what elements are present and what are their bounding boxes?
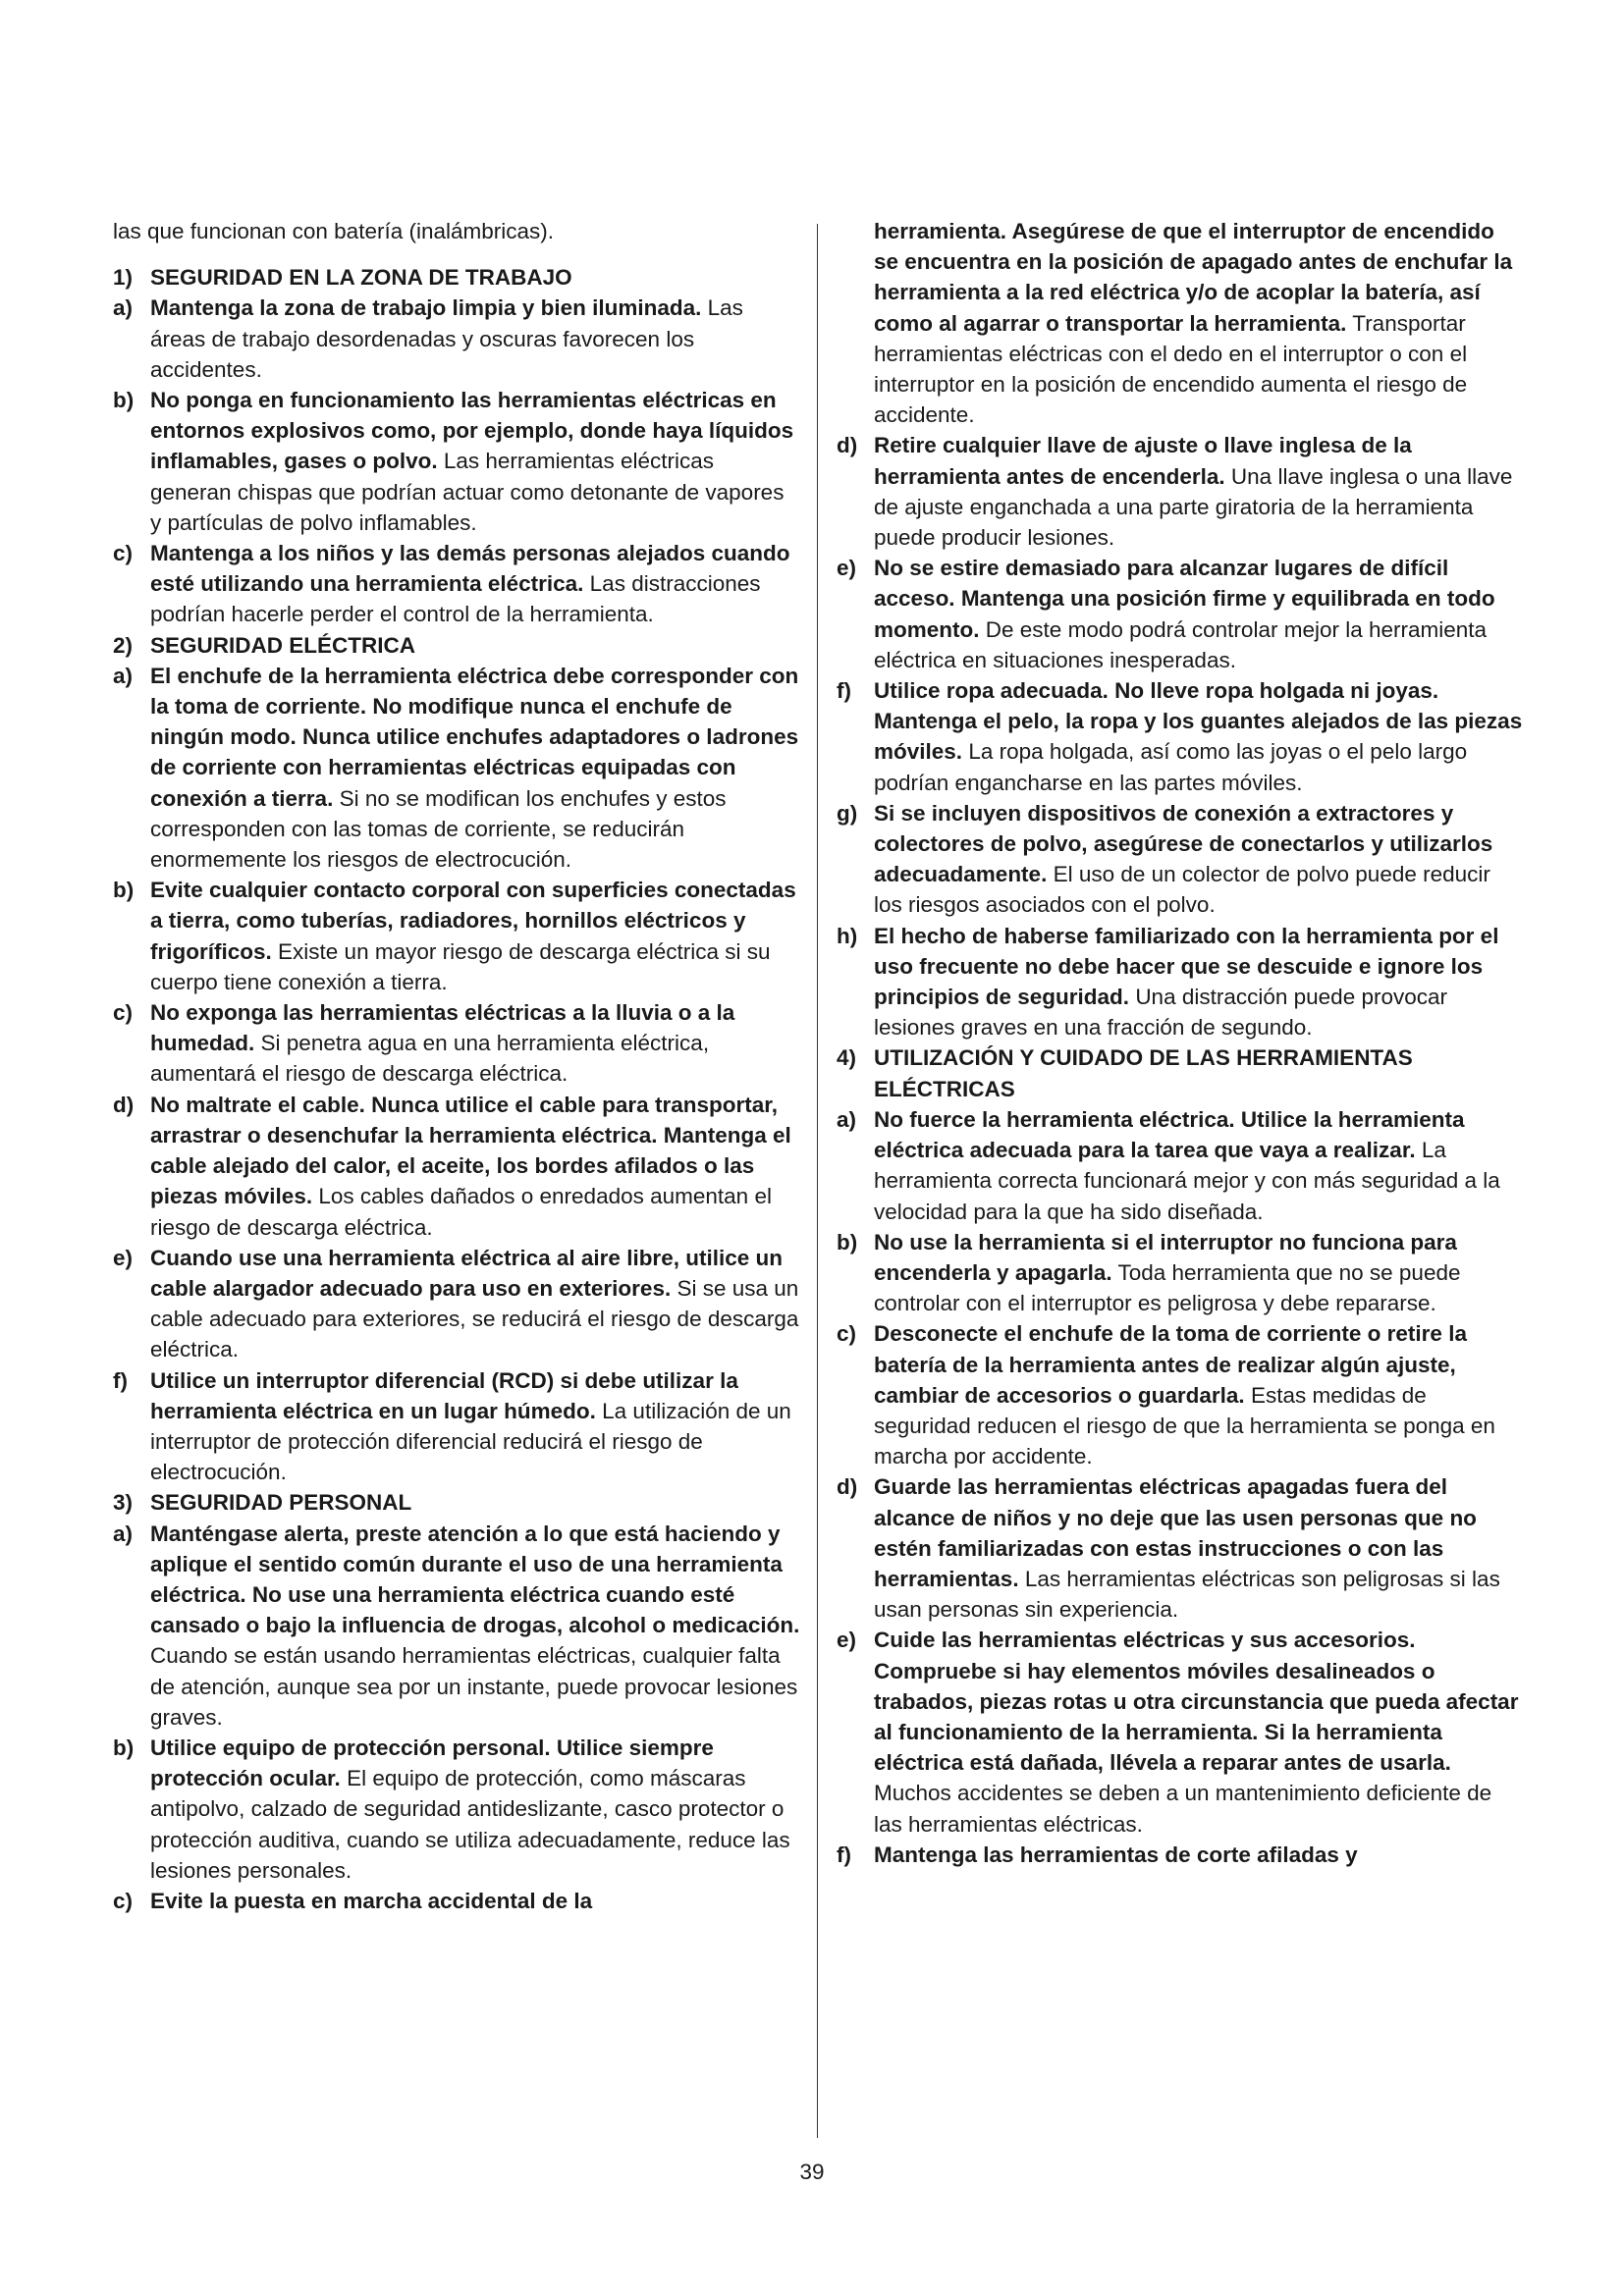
item-instruction: Mantenga las herramientas de corte afiladas y (874, 1842, 1358, 1867)
item-letter: c) (113, 541, 134, 566)
item-letter: a) (113, 663, 134, 688)
item-explanation: Cuando se están usando herramientas eléctricas, cualquier falta de atención, aunque sea por un instante, puede provocar lesiones graves. (150, 1643, 798, 1730)
item-letter: e) (113, 1245, 134, 1270)
item-instruction: Evite cualquier contacto corporal con superficies conectadas a tierra, como tuberías, radiadores, hornillos eléctricos y frigoríficos. (150, 878, 796, 964)
item-explanation: La ropa holgada, así como las joyas o el pelo largo podrían engancharse en las partes móviles. (874, 739, 1468, 795)
item-instruction: No se estire demasiado para alcanzar lugares de difícil acceso. Mantenga una posición firme y equilibrada en todo momento. (874, 556, 1495, 642)
item-explanation: El uso de un colector de polvo puede reducir los riesgos asociados con el polvo. (874, 862, 1490, 918)
item-letter: f) (837, 1842, 851, 1867)
item-letter: b) (113, 388, 135, 413)
item-instruction: El enchufe de la herramienta eléctrica debe corresponder con la toma de corriente. No modifique nunca el enchufe de ningún modo. Nunca utilice enchufes adaptadores o ladrones de corriente con herramientas eléctricas equipadas con conexión a tierra. (150, 663, 799, 811)
item-instruction: No maltrate el cable. Nunca utilice el cable para transportar, arrastrar o desenchufar la herramienta eléctrica. Mantenga el cable alejado del calor, el aceite, los bordes afilados o las piezas móviles. (150, 1092, 791, 1209)
item-explanation: Toda herramienta que no se puede controlar con el interruptor es peligrosa y debe repararse. (874, 1259, 1461, 1316)
item-letter: e) (837, 1628, 857, 1653)
item-letter: a) (113, 295, 134, 321)
item-explanation: Si no se modifican los enchufes y estos corresponden con las tomas de corriente, se reducirán enormemente los riesgos de electrocución. (150, 785, 727, 873)
item-instruction: No fuerce la herramienta eléctrica. Utilice la herramienta eléctrica adecuada para la tarea que vaya a realizar. (874, 1106, 1465, 1163)
item-instruction: No exponga las herramientas eléctricas a la lluvia o a la humedad. (150, 1000, 735, 1056)
item-instruction: Si se incluyen dispositivos de conexión a extractores y colectores de polvo, asegúrese de conectarlos y utilizarlos adecuadamente. (874, 800, 1493, 887)
item-instruction: Utilice equipo de protección personal. Utilice siempre protección ocular. (150, 1735, 714, 1791)
item-instruction: No ponga en funcionamiento las herramientas eléctricas en entornos explosivos como, por ejemplo, donde haya líquidos inflamables, gases o polvo. (150, 388, 794, 474)
list-item (113, 1886, 800, 1916)
item-letter: e) (837, 556, 857, 581)
list-item (837, 430, 1524, 553)
item-explanation: Estas medidas de seguridad reducen el riesgo de que la herramienta se ponga en marcha por accidente. (874, 1382, 1495, 1469)
section-title: SEGURIDAD ELÉCTRICA (150, 632, 416, 658)
item-letter: g) (837, 800, 858, 826)
item-instruction: Desconecte el enchufe de la toma de corriente o retire la batería de la herramienta antes de realizar algún ajuste, cambiar de accesorios o guardarla. (874, 1321, 1467, 1408)
section-number: 1) (113, 265, 134, 291)
item-letter: a) (113, 1521, 134, 1546)
item-explanation: Las herramientas eléctricas generan chispas que podrían actuar como detonante de vapores y partículas de polvo inflamables. (150, 449, 785, 535)
column-divider (817, 224, 818, 2138)
section-heading-4 (837, 1042, 1524, 1103)
item-explanation: Las herramientas eléctricas son peligrosas si las usan personas sin experiencia. (874, 1566, 1500, 1623)
list-item (837, 798, 1524, 921)
item-letter: b) (113, 1735, 135, 1760)
right-column (837, 216, 1524, 1870)
list-item (113, 293, 800, 385)
list-item (113, 538, 800, 630)
list-item (837, 921, 1524, 1043)
list-item (837, 1471, 1524, 1625)
item-letter: b) (837, 1229, 858, 1255)
list-item (113, 875, 800, 997)
item-instruction: Utilice un interruptor diferencial (RCD) si debe utilizar la herramienta eléctrica en un lugar húmedo. (150, 1367, 738, 1423)
list-item (113, 1243, 800, 1365)
list-item (837, 1840, 1524, 1870)
section-title: SEGURIDAD EN LA ZONA DE TRABAJO (150, 265, 572, 291)
item-explanation: Si penetra agua en una herramienta eléctrica, aumentará el riesgo de descarga eléctrica. (150, 1031, 710, 1087)
item-letter: h) (837, 923, 858, 948)
intro-text: las que funcionan con batería (inalámbricas). (113, 219, 555, 243)
section-title: SEGURIDAD PERSONAL (150, 1490, 412, 1516)
list-item (837, 675, 1524, 798)
section-number: 3) (113, 1490, 134, 1516)
list-item (837, 1318, 1524, 1471)
item-instruction: Cuide las herramientas eléctricas y sus accesorios. Compruebe si hay elementos móviles desalineados o trabados, piezas rotas u otra circunstancia que pueda afectar al funcionamiento de la herramienta. Si la herramienta eléctrica está dañada, llévela a reparar antes de usarla. (874, 1628, 1519, 1776)
item-explanation: La utilización de un interruptor de protección diferencial reducirá el riesgo de electrocución. (150, 1398, 791, 1485)
item-instruction: Mantenga la zona de trabajo limpia y bien iluminada. (150, 295, 702, 321)
item-instruction: herramienta. Asegúrese de que el interruptor de encendido se encuentra en la posición de apagado antes de enchufar la herramienta a la red eléctrica y/o de acoplar la batería, así como al agarrar o transportar la herramienta. (874, 219, 1513, 336)
item-instruction: Guarde las herramientas eléctricas apagadas fuera del alcance de niños y no deje que las usen personas que no estén familiarizadas con estas instrucciones o con las herramientas. (874, 1474, 1477, 1591)
page-number: 39 (799, 2160, 825, 2184)
section-heading-2 (113, 630, 800, 661)
list-item (837, 553, 1524, 675)
list-item (837, 1104, 1524, 1227)
item-letter: d) (837, 1474, 858, 1500)
item-letter: a) (837, 1106, 857, 1132)
item-instruction: Manténgase alerta, preste atención a lo que está haciendo y aplique el sentido común durante el uso de una herramienta eléctrica. No use una herramienta eléctrica cuando esté cansado o bajo la influencia de drogas, alcohol o medicación. (150, 1521, 800, 1638)
list-item (837, 1227, 1524, 1319)
item-letter: f) (113, 1367, 128, 1393)
section-heading-3 (113, 1487, 800, 1518)
list-item (113, 1733, 800, 1886)
item-instruction: Retire cualquier llave de ajuste o llave inglesa de la herramienta antes de encenderla. (874, 433, 1412, 489)
item-instruction: Cuando use una herramienta eléctrica al aire libre, utilice un cable alargador adecuado para uso en exteriores. (150, 1245, 783, 1301)
section-number: 2) (113, 632, 134, 658)
item-instruction: No use la herramienta si el interruptor no funciona para encenderla y apagarla. (874, 1229, 1457, 1285)
list-item (113, 1519, 800, 1733)
list-item-continued (837, 216, 1524, 430)
item-instruction: Utilice ropa adecuada. No lleve ropa holgada ni joyas. Mantenga el pelo, la ropa y los guantes alejados de las piezas móviles. (874, 678, 1523, 765)
section-title: UTILIZACIÓN Y CUIDADO DE LAS HERRAMIENTAS ELÉCTRICAS (874, 1045, 1413, 1101)
left-column (113, 216, 800, 1916)
item-explanation: Una llave inglesa o una llave de ajuste enganchada a una parte giratoria de la herramienta puede producir lesiones. (874, 463, 1513, 551)
item-letter: c) (837, 1321, 857, 1347)
item-instruction: Mantenga a los niños y las demás personas alejados cuando esté utilizando una herramienta eléctrica. (150, 541, 790, 597)
section-heading-1 (113, 262, 800, 293)
item-letter: d) (837, 433, 858, 458)
item-letter: c) (113, 1888, 134, 1913)
item-letter: b) (113, 878, 135, 903)
item-instruction: El hecho de haberse familiarizado con la herramienta por el uso frecuente no debe hacer que se descuide e ignore los principios de seguridad. (874, 923, 1499, 1010)
list-item (113, 1365, 800, 1488)
item-explanation: Las áreas de trabajo desordenadas y oscuras favorecen los accidentes. (150, 295, 743, 382)
item-explanation: Existe un mayor riesgo de descarga eléctrica si su cuerpo tiene conexión a tierra. (150, 938, 771, 994)
list-item (113, 1090, 800, 1243)
item-explanation: Muchos accidentes se deben a un mantenimiento deficiente de las herramientas eléctricas. (874, 1781, 1492, 1837)
list-item (113, 997, 800, 1090)
item-explanation: Una distracción puede provocar lesiones graves en una fracción de segundo. (874, 985, 1447, 1041)
item-letter: d) (113, 1092, 135, 1117)
item-explanation: Transportar herramientas eléctricas con el dedo en el interruptor o con el interruptor en la posición de encendido aumenta el riesgo de accidente. (874, 310, 1468, 428)
item-explanation: Los cables dañados o enredados aumentan el riesgo de descarga eléctrica. (150, 1184, 772, 1240)
item-explanation: La herramienta correcta funcionará mejor y con más seguridad a la velocidad para la que ha sido diseñada. (874, 1138, 1500, 1224)
item-instruction: Evite la puesta en marcha accidental de la (150, 1888, 593, 1913)
item-explanation: Si se usa un cable adecuado para exteriores, se reducirá el riesgo de descarga eléctrica. (150, 1275, 799, 1362)
section-number: 4) (837, 1045, 857, 1071)
item-explanation: Las distracciones podrían hacerle perder el control de la herramienta. (150, 571, 761, 627)
list-item (837, 1625, 1524, 1839)
item-letter: f) (837, 678, 851, 704)
item-explanation: El equipo de protección, como máscaras antipolvo, calzado de seguridad antideslizante, casco protector o protección auditiva, cuando se utiliza adecuadamente, reduce las lesiones personales. (150, 1766, 790, 1883)
list-item (113, 661, 800, 875)
item-explanation: De este modo podrá controlar mejor la herramienta eléctrica en situaciones inesperadas. (874, 616, 1488, 672)
item-letter: c) (113, 1000, 134, 1026)
list-item (113, 385, 800, 538)
